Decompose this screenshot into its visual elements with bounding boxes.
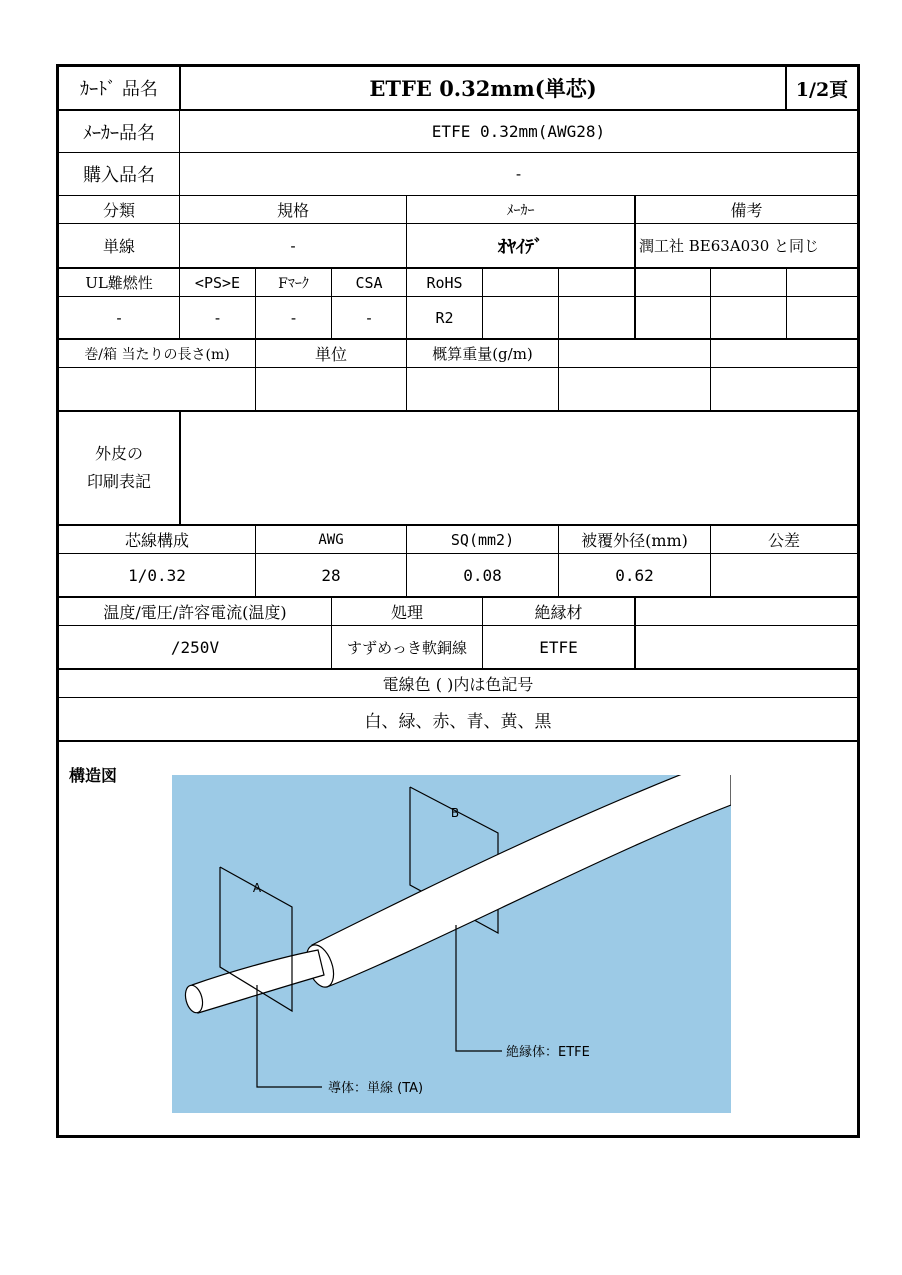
packaging-extra-label-1 xyxy=(559,340,710,367)
category-value: 単線 xyxy=(102,237,135,256)
treatment-label: 処理 xyxy=(390,603,423,622)
row-divider xyxy=(59,740,857,742)
maker-name-label: ﾒｰｶｰ品名 xyxy=(83,122,155,144)
std-label-1: <PS>E xyxy=(194,273,241,292)
spec-value: - xyxy=(288,236,298,255)
card-name-label: ｶｰﾄﾞ 品名 xyxy=(80,79,158,100)
outer-diameter-label: 被覆外径(mm) xyxy=(581,531,688,550)
std-value-5 xyxy=(483,297,558,338)
page-number: 1/2頁 xyxy=(795,78,849,101)
std-value-0: - xyxy=(114,308,124,327)
std-value-1: - xyxy=(212,308,223,327)
temp-voltage-current-label: 温度/電圧/許容電流(温度) xyxy=(103,603,287,622)
sq-value: 0.08 xyxy=(463,565,502,585)
std-label-9 xyxy=(787,269,857,296)
spec-card xyxy=(56,64,860,1138)
print-marking-value xyxy=(181,412,857,524)
std-label-0: UL難燃性 xyxy=(85,274,153,292)
std-label-8 xyxy=(711,269,786,296)
conductor-construction-label: 芯線構成 xyxy=(124,531,189,550)
ratings-extra-label xyxy=(636,598,857,625)
maker-name-value: ETFE 0.32mm(AWG28) xyxy=(431,122,606,141)
awg-value: 28 xyxy=(321,565,341,585)
std-label-6 xyxy=(559,269,634,296)
std-value-7 xyxy=(636,297,710,338)
tolerance-label: 公差 xyxy=(767,531,800,550)
print-marking-label: 外皮の 印刷表記 xyxy=(86,444,151,491)
treatment-value: すずめっき軟銅線 xyxy=(346,638,467,657)
insulation-callout: 絶縁体：ETFE xyxy=(506,1045,590,1060)
card-name-value: ETFE 0.32mm(単芯) xyxy=(369,76,597,101)
std-label-7 xyxy=(636,269,710,296)
tolerance-value xyxy=(711,554,857,596)
std-value-8 xyxy=(711,297,786,338)
std-value-2: - xyxy=(288,308,299,327)
section-b-label: B xyxy=(450,806,460,820)
std-value-4: R2 xyxy=(435,308,454,327)
awg-label: AWG xyxy=(318,531,344,548)
std-value-9 xyxy=(787,297,857,338)
insulation-label: 絶縁材 xyxy=(534,603,583,622)
maker-value: ｵﾔｲﾃﾞ xyxy=(498,236,543,258)
wire-color-value: 白、緑、赤、青、黄、黒 xyxy=(364,711,552,732)
conductor-construction-value: 1/0.32 xyxy=(128,565,186,585)
category-label: 分類 xyxy=(102,201,135,220)
outer-diameter-value: 0.62 xyxy=(615,565,654,585)
temp-voltage-current-value: /250V xyxy=(170,637,220,657)
weight-value xyxy=(559,368,710,410)
conductor-callout: 導体：単線 (TA) xyxy=(328,1081,424,1096)
std-label-5 xyxy=(483,269,558,296)
packaging-extra-label-2 xyxy=(711,340,857,367)
structure-diagram xyxy=(172,775,731,1113)
section-a-label: A xyxy=(252,881,262,895)
weight-label: 概算重量(g/m) xyxy=(432,345,533,363)
remarks-value: 潤工社 BE63A030 と同じ xyxy=(639,237,820,255)
unit-label: 単位 xyxy=(314,345,347,364)
remarks-label: 備考 xyxy=(730,201,763,220)
std-value-6 xyxy=(559,297,634,338)
std-label-4: RoHS xyxy=(426,273,463,292)
sq-label: SQ(mm2) xyxy=(450,530,515,549)
length-label: 巻/箱 当たりの長さ(m) xyxy=(84,346,230,363)
ratings-extra-value xyxy=(636,626,857,668)
purchase-name-label: 購入品名 xyxy=(83,165,155,186)
wire-color-label: 電線色 ( )内は色記号 xyxy=(382,675,534,694)
std-value-3: - xyxy=(364,308,374,327)
insulation-value: ETFE xyxy=(539,637,578,657)
structure-diagram-title: 構造図 xyxy=(69,766,118,785)
spec-label: 規格 xyxy=(276,201,309,220)
maker-label: ﾒｰｶｰ xyxy=(506,202,535,219)
unit-value xyxy=(256,368,558,410)
packaging-extra-value xyxy=(711,368,857,410)
length-value xyxy=(59,368,255,410)
purchase-name-value: - xyxy=(513,165,524,183)
std-label-3: CSA xyxy=(355,273,383,292)
std-label-2: Fﾏｰｸ xyxy=(278,275,309,292)
